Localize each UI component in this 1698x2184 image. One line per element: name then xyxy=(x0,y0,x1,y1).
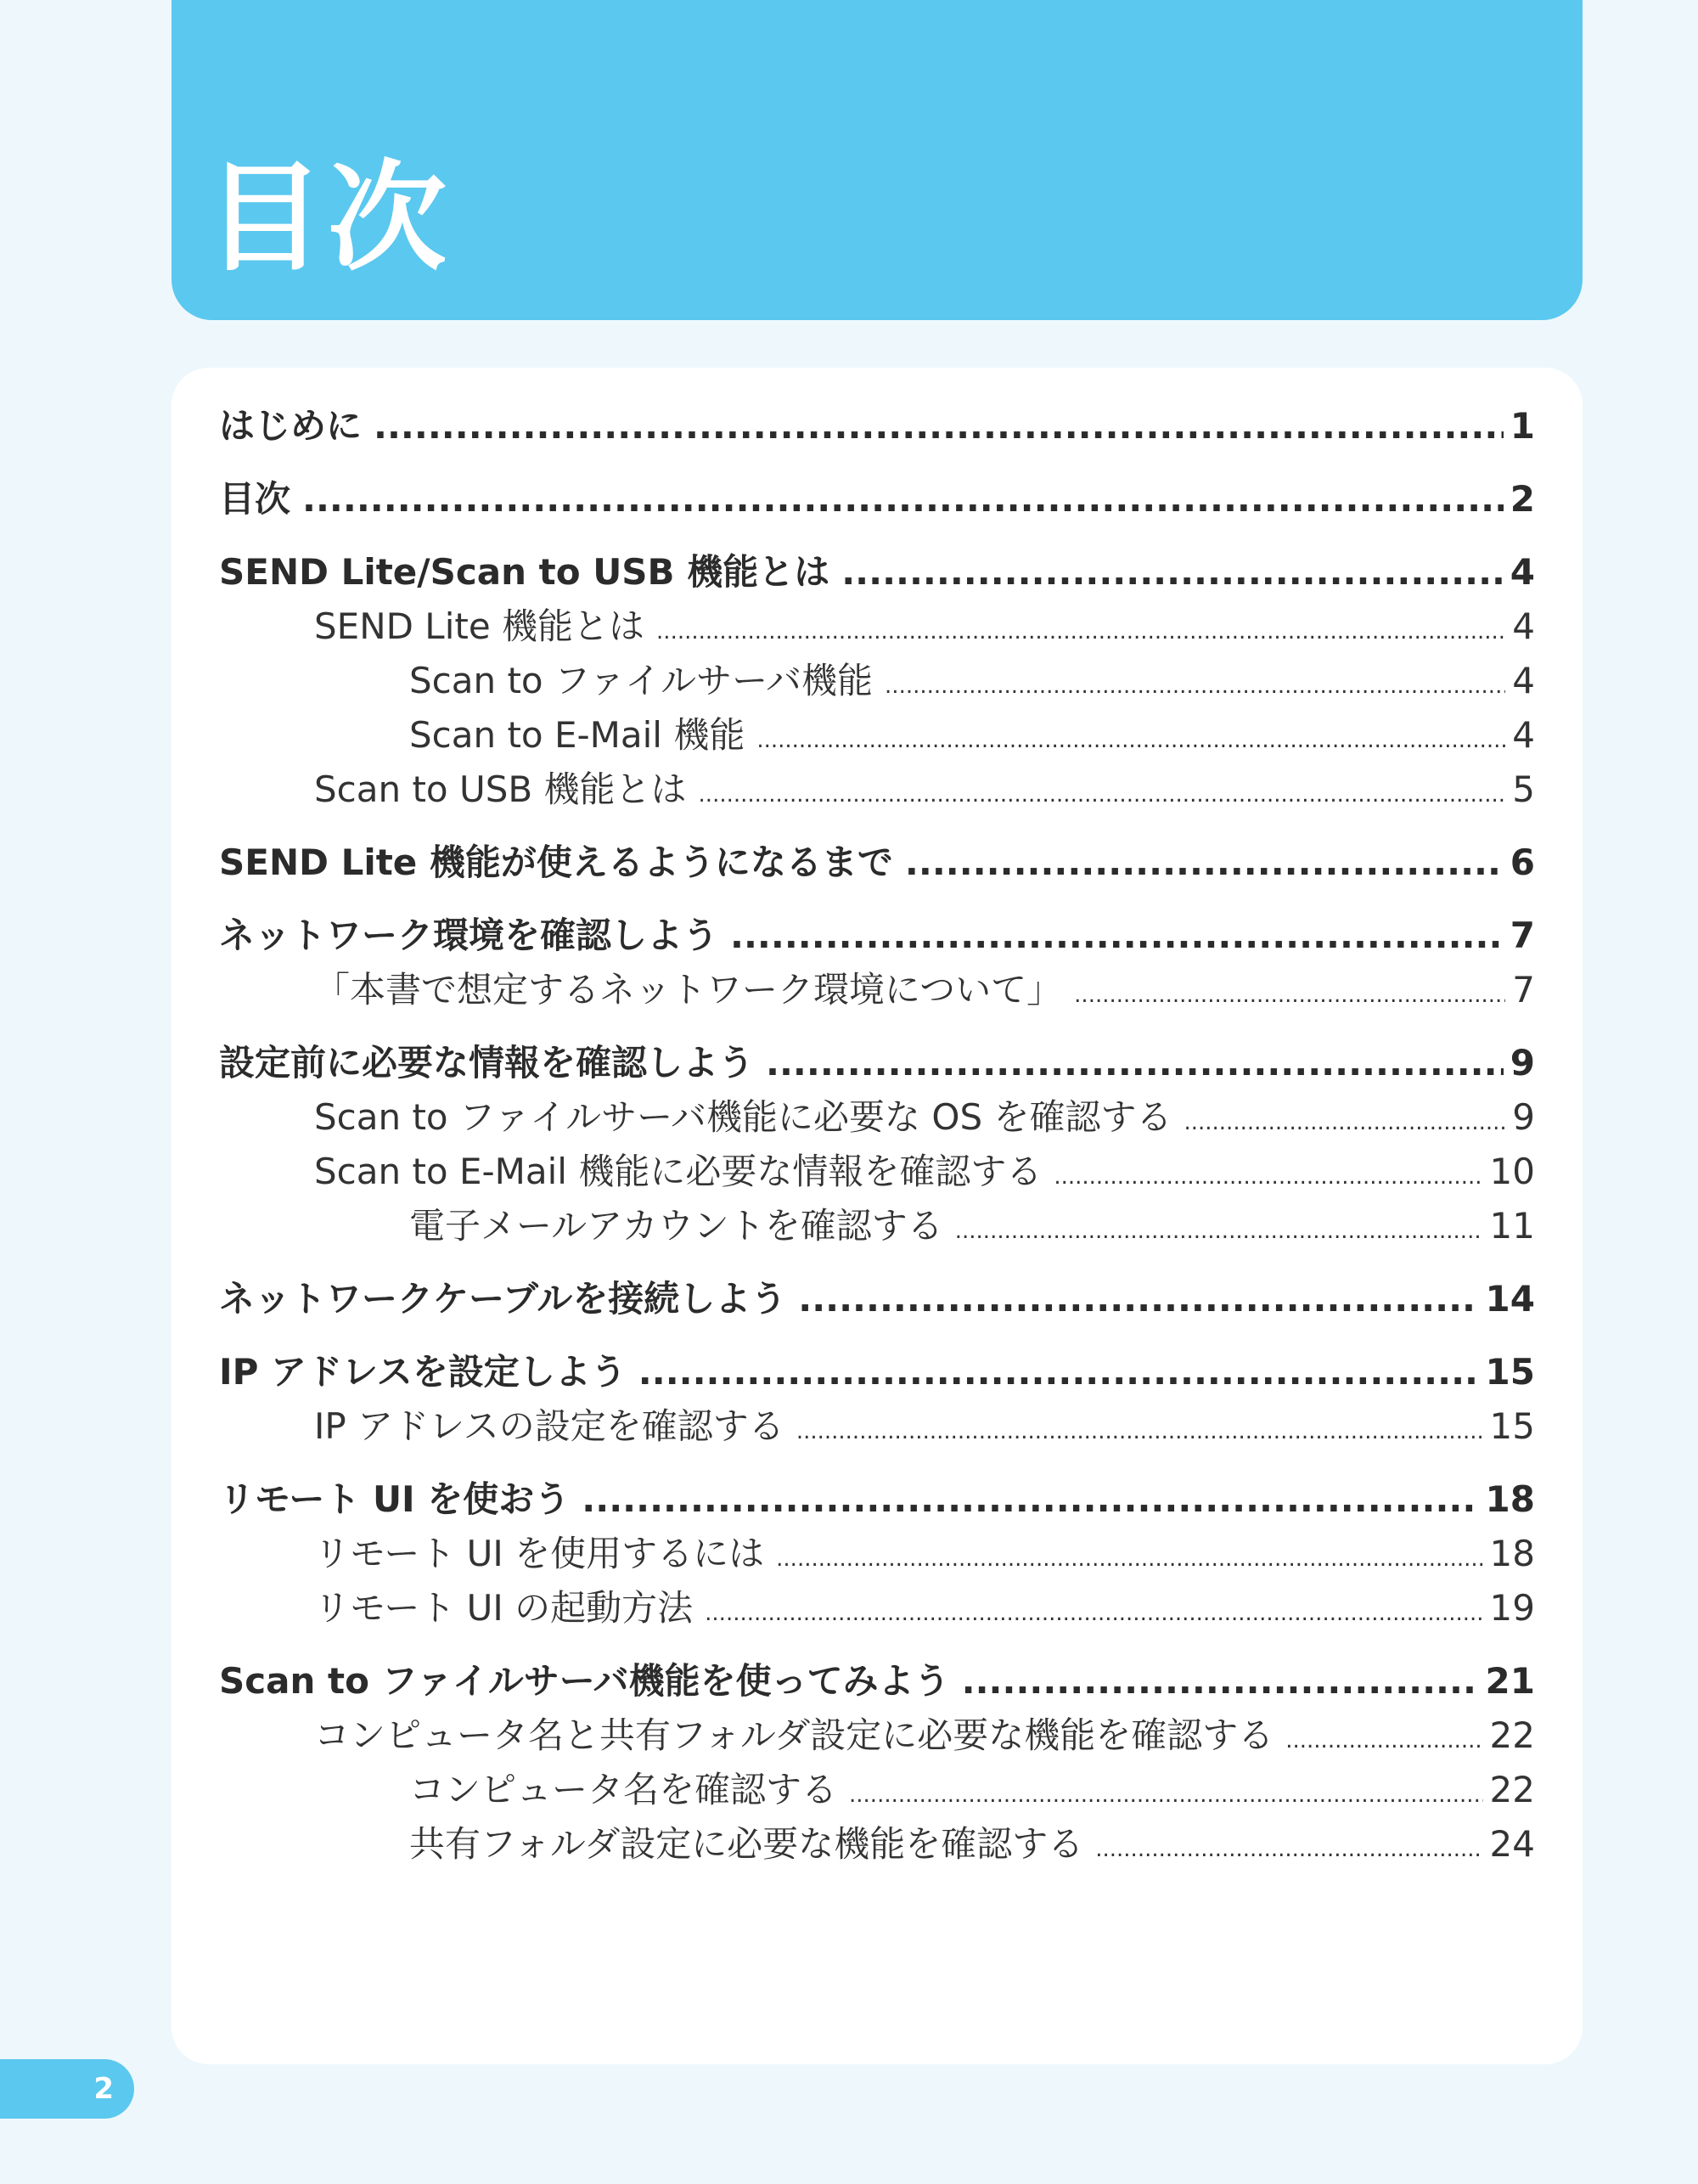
toc-leader-dots xyxy=(798,1272,1478,1326)
toc-leader-dots xyxy=(796,1404,1483,1459)
toc-entry-page: 4 xyxy=(1510,551,1535,593)
toc-entry-page: 7 xyxy=(1512,969,1535,1010)
toc-entry-page: 4 xyxy=(1512,660,1535,701)
toc-entry-page: 6 xyxy=(1510,842,1535,883)
toc-leader-dots xyxy=(656,605,1505,659)
toc-entry-title: Scan to E-Mail 機能に必要な情報を確認する xyxy=(314,1151,1043,1192)
toc-entry-title: リモート UI を使用するには xyxy=(314,1533,765,1574)
toc-entry-title: Scan to USB 機能とは xyxy=(314,768,687,810)
toc-entry-level1[interactable] xyxy=(219,1036,1535,1090)
toc-leader-dots xyxy=(905,836,1504,890)
toc-entry-page: 4 xyxy=(1512,714,1535,756)
toc-entry-level2[interactable] xyxy=(219,763,1535,817)
toc-entry-page: 18 xyxy=(1489,1533,1535,1574)
toc-entry-page: 22 xyxy=(1489,1714,1535,1756)
toc-entry-level1[interactable] xyxy=(219,909,1535,963)
toc-entry-title: ネットワークケーブルを接続しよう xyxy=(219,1278,787,1320)
toc-leader-dots xyxy=(962,1654,1479,1708)
toc-entry-title: SEND Lite 機能が使えるようになるまで xyxy=(219,842,893,883)
toc-leader-dots xyxy=(1184,1095,1505,1150)
toc-entry-page: 9 xyxy=(1512,1096,1535,1138)
toc-entry-page: 15 xyxy=(1485,1351,1535,1393)
toc-entry-page: 11 xyxy=(1489,1205,1535,1247)
toc-entry-level3[interactable] xyxy=(219,708,1535,763)
toc-entry-level2[interactable] xyxy=(219,1708,1535,1763)
toc-entry-level1[interactable] xyxy=(219,399,1535,453)
toc-entry-title: Scan to ファイルサーバ機能に必要な OS を確認する xyxy=(314,1096,1172,1138)
toc-entry-level2[interactable] xyxy=(219,1527,1535,1581)
toc-entry-level2[interactable] xyxy=(219,1145,1535,1199)
toc-entry-level1[interactable] xyxy=(219,1654,1535,1708)
toc-leader-dots xyxy=(756,713,1505,768)
toc-leader-dots xyxy=(705,1586,1482,1641)
toc-entry-page: 4 xyxy=(1512,605,1535,647)
toc-leader-dots xyxy=(776,1532,1482,1586)
toc-leader-dots xyxy=(1095,1822,1482,1877)
toc-entry-level1[interactable] xyxy=(219,1272,1535,1326)
toc-entry-title: 設定前に必要な情報を確認しよう xyxy=(219,1042,755,1084)
toc-entry-page: 21 xyxy=(1485,1660,1535,1702)
toc-entry-title: リモート UI の起動方法 xyxy=(314,1587,694,1629)
toc-entry-page: 18 xyxy=(1485,1478,1535,1520)
page-title: 目次 xyxy=(205,149,451,288)
toc-entry-level2[interactable] xyxy=(219,1090,1535,1145)
toc-entry-level1[interactable] xyxy=(219,1345,1535,1399)
toc-list xyxy=(219,399,1535,1872)
toc-leader-dots xyxy=(1285,1714,1482,1768)
toc-entry-level3[interactable] xyxy=(219,1199,1535,1253)
toc-entry-title: はじめに xyxy=(219,405,363,447)
toc-entry-title: 目次 xyxy=(219,478,291,520)
toc-entry-level2[interactable] xyxy=(219,963,1535,1017)
toc-entry-level2[interactable] xyxy=(219,1399,1535,1454)
toc-entry-title: ネットワーク環境を確認しよう xyxy=(219,915,719,956)
page-number: 2 xyxy=(0,2059,134,2119)
toc-leader-dots xyxy=(1074,968,1505,1022)
toc-leader-dots xyxy=(374,399,1504,453)
toc-entry-title: 電子メールアカウントを確認する xyxy=(409,1205,943,1247)
toc-entry-level1[interactable] xyxy=(219,472,1535,526)
toc-entry-level2[interactable] xyxy=(219,599,1535,654)
toc-entry-title: SEND Lite 機能とは xyxy=(314,605,645,647)
toc-entry-title: IP アドレスの設定を確認する xyxy=(314,1405,784,1447)
toc-entry-level3[interactable] xyxy=(219,654,1535,708)
toc-leader-dots xyxy=(638,1345,1479,1399)
toc-entry-page: 15 xyxy=(1489,1405,1535,1447)
toc-leader-dots xyxy=(766,1036,1504,1090)
toc-entry-page: 1 xyxy=(1510,405,1535,447)
toc-leader-dots xyxy=(582,1472,1478,1527)
toc-entry-title: Scan to ファイルサーバ機能 xyxy=(409,660,874,701)
toc-entry-title: Scan to E-Mail 機能 xyxy=(409,714,745,756)
toc-leader-dots xyxy=(730,909,1504,963)
toc-leader-dots xyxy=(699,768,1506,822)
toc-entry-title: コンピュータ名と共有フォルダ設定に必要な機能を確認する xyxy=(314,1714,1274,1756)
toc-leader-dots xyxy=(841,545,1504,599)
toc-entry-page: 10 xyxy=(1489,1151,1535,1192)
toc-entry-page: 2 xyxy=(1510,478,1535,520)
toc-leader-dots xyxy=(1054,1150,1482,1204)
toc-entry-title: 共有フォルダ設定に必要な機能を確認する xyxy=(409,1823,1084,1865)
toc-entry-level2[interactable] xyxy=(219,1581,1535,1635)
toc-entry-page: 24 xyxy=(1489,1823,1535,1865)
toc-entry-title: コンピュータ名を確認する xyxy=(409,1769,838,1810)
toc-entry-title: Scan to ファイルサーバ機能を使ってみよう xyxy=(219,1660,950,1702)
toc-leader-dots xyxy=(302,472,1504,526)
toc-entry-level1[interactable] xyxy=(219,1472,1535,1527)
toc-entry-page: 14 xyxy=(1485,1278,1535,1320)
toc-entry-page: 5 xyxy=(1512,768,1535,810)
toc-entry-title: SEND Lite/Scan to USB 機能とは xyxy=(219,551,830,593)
toc-entry-title: 「本書で想定するネットワーク環境について」 xyxy=(314,969,1063,1010)
toc-entry-page: 19 xyxy=(1489,1587,1535,1629)
toc-leader-dots xyxy=(955,1204,1483,1258)
toc-entry-level1[interactable] xyxy=(219,545,1535,599)
toc-entry-level1[interactable] xyxy=(219,836,1535,890)
toc-entry-title: リモート UI を使おう xyxy=(219,1478,571,1520)
toc-entry-title: IP アドレスを設定しよう xyxy=(219,1351,627,1393)
toc-entry-page: 7 xyxy=(1510,915,1535,956)
toc-entry-level3[interactable] xyxy=(219,1763,1535,1817)
toc-leader-dots xyxy=(849,1768,1483,1822)
toc-entry-page: 9 xyxy=(1510,1042,1535,1084)
toc-entry-level3[interactable] xyxy=(219,1817,1535,1872)
toc-entry-page: 22 xyxy=(1489,1769,1535,1810)
toc-leader-dots xyxy=(885,659,1505,713)
